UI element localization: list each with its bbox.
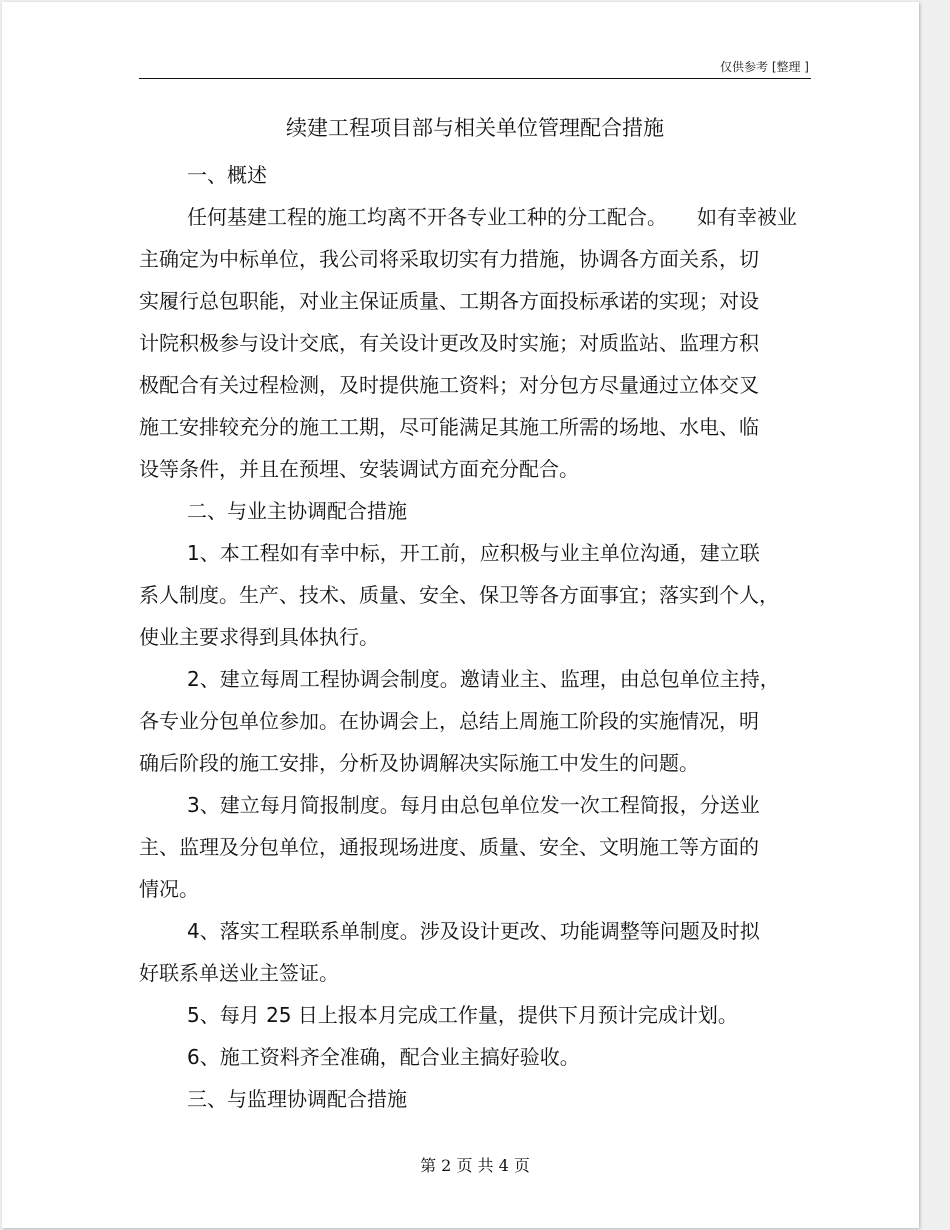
paragraph-line: 主、监理及分包单位，通报现场进度、质量、安全、文明施工等方面的: [139, 835, 759, 859]
paragraph-line: 系人制度。生产、技术、质量、安全、保卫等各方面事宜；落实到个人，: [139, 583, 779, 607]
paragraph-line: 极配合有关过程检测，及时提供施工资料；对分包方尽量通过立体交叉: [139, 373, 759, 397]
paragraph-line: 1、本工程如有幸中标，开工前，应积极与业主单位沟通，建立联: [187, 541, 760, 565]
paragraph-line: 2、建立每周工程协调会制度。邀请业主、监理，由总包单位主持，: [187, 667, 780, 691]
paragraph-line: 5、每月 25 日上报本月完成工作量，提供下月预计完成计划。: [187, 1003, 738, 1027]
paragraph-line: 3、建立每月简报制度。每月由总包单位发一次工程简报，分送业: [187, 793, 760, 817]
section-heading-supervision: 三、与监理协调配合措施: [187, 1087, 407, 1111]
paragraph-line: 任何基建工程的施工均离不开各专业工种的分工配合。 如有幸被业: [187, 205, 797, 229]
section-heading-overview: 一、概述: [187, 163, 267, 187]
paragraph-line: 主确定为中标单位，我公司将采取切实有力措施，协调各方面关系，切: [139, 247, 759, 271]
paragraph-line: 4、落实工程联系单制度。涉及设计更改、功能调整等问题及时拟: [187, 919, 760, 943]
paragraph-line: 情况。: [139, 877, 199, 901]
paragraph-line: 设等条件，并且在预埋、安装调试方面充分配合。: [139, 457, 579, 481]
paragraph-line: 使业主要求得到具体执行。: [139, 625, 379, 649]
paragraph-line: 好联系单送业主签证。: [139, 961, 339, 985]
page-number-footer: 第 2 页 共 4 页: [420, 1156, 530, 1175]
document-title: 续建工程项目部与相关单位管理配合措施: [286, 116, 664, 140]
paragraph-line: 确后阶段的施工安排，分析及协调解决实际施工中发生的问题。: [139, 751, 699, 775]
paragraph-line: 各专业分包单位参加。在协调会上，总结上周施工阶段的实施情况，明: [139, 709, 759, 733]
header-divider: [139, 78, 811, 79]
paragraph-line: 施工安排较充分的施工工期，尽可能满足其施工所需的场地、水电、临: [139, 415, 759, 439]
paragraph-line: 实履行总包职能，对业主保证质量、工期各方面投标承诺的实现；对设: [139, 289, 759, 313]
paragraph-line: 6、施工资料齐全准确，配合业主搞好验收。: [187, 1045, 580, 1069]
section-heading-owner: 二、与业主协调配合措施: [187, 499, 407, 523]
paragraph-line: 计院积极参与设计交底，有关设计更改及时实施；对质监站、监理方积: [139, 331, 759, 355]
header-reference-label: 仅供参考 [整理 ]: [720, 60, 809, 74]
